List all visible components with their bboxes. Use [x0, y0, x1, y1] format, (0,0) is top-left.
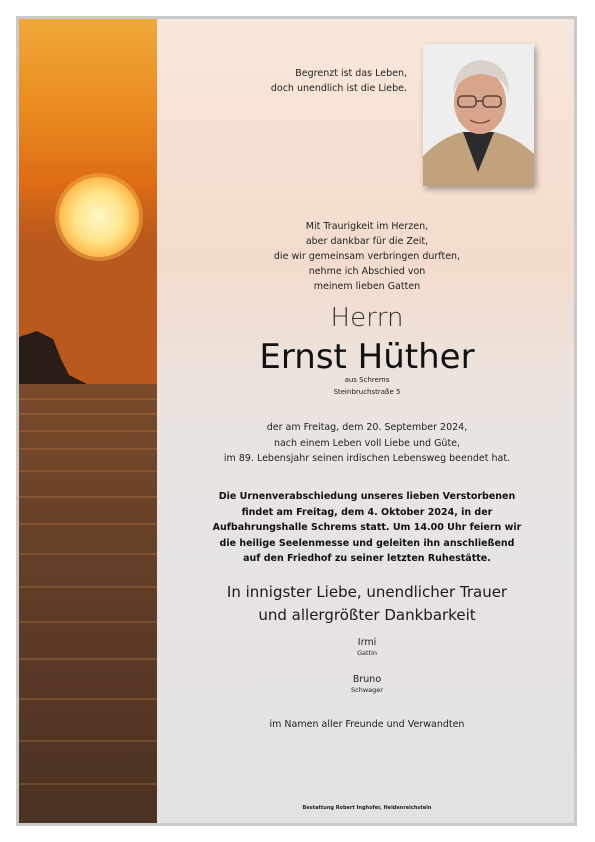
origin-address: aus Schrems Steinbruchstraße 5	[333, 376, 401, 396]
obituary-card	[16, 16, 577, 826]
deceased-name: Ernst Hüther	[259, 337, 475, 377]
mourner-name: Bruno	[352, 674, 382, 685]
mourner-entry	[157, 637, 577, 658]
intro-text: Mit Traurigkeit im Herzen, aber dankbar für die Zeit, die wir gemeinsam verbringen durften, nehme ich Abschied von meinem lieben Gatten	[273, 221, 461, 292]
text-panel	[157, 19, 577, 823]
closing-line: im Namen aller Freunde und Verwandten	[269, 719, 465, 730]
funeral-notice: Die Urnenverabschiedung unseres lieben Verstorbenen findet am Freitag, dem 4. Oktober 2024, in der Aufbahrungshalle Schrems statt. Um 14.00 Uhr feiern wir die heilige Seelenmesse und geleiten ihn anschließend auf den Friedhof zu seiner letzten Ruhestätte.	[212, 491, 522, 564]
opening-quote: Begrenzt ist das Leben, doch unendlich ist die Liebe.	[270, 68, 407, 94]
grief-statement: In innigster Liebe, unendlicher Trauer und allergrößter Dankbarkeit	[226, 583, 508, 624]
portrait-photo	[423, 44, 534, 186]
sunset-image	[19, 19, 157, 823]
funeral-home-credit: Bestattung Robert Inghofer, Heidenreichstein	[302, 805, 432, 811]
honorific: Herrn	[330, 303, 404, 333]
mourner-role: Schwager	[351, 686, 383, 694]
mourner-name: Irmi	[357, 637, 377, 648]
death-notice: der am Freitag, dem 20. September 2024, nach einem Leben voll Liebe und Güte, im 89. Lebensjahr seinen irdischen Lebensweg beendet hat.	[223, 422, 511, 464]
mourner-entry	[157, 674, 577, 695]
mourner-role: Gattin	[356, 649, 378, 657]
